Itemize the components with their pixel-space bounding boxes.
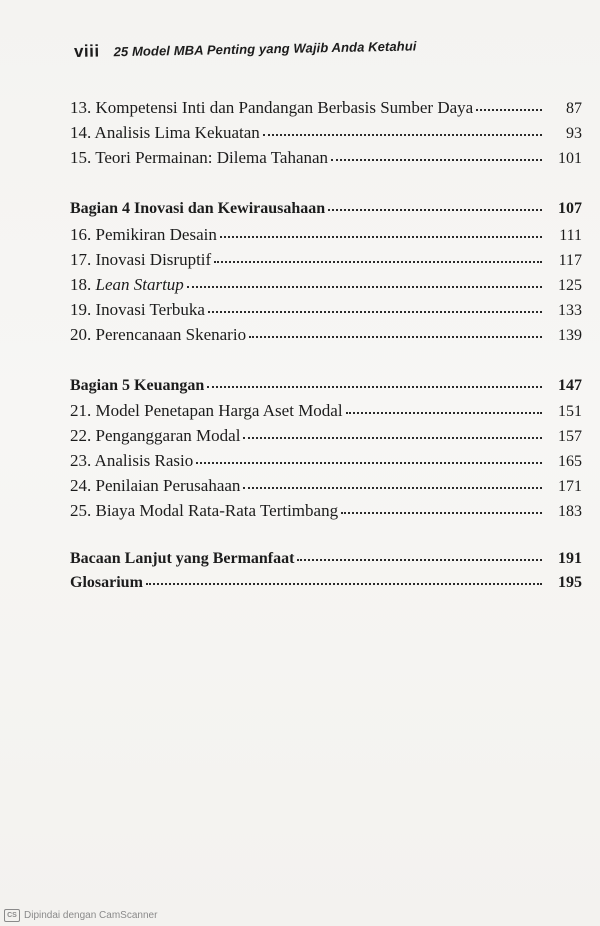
toc-entry-20 — [70, 325, 582, 345]
toc-entry-title — [70, 275, 184, 295]
scanner-watermark — [4, 909, 157, 922]
toc-entry-page: 125 — [558, 277, 582, 294]
toc-section-part-4 — [70, 200, 582, 218]
dot-leader — [476, 107, 542, 111]
toc-entry-23 — [70, 451, 582, 471]
toc-entry-17 — [70, 250, 582, 270]
toc-entry-title: 21. Model Penetapan Harga Aset Modal — [70, 401, 343, 420]
toc-back-matter-reading — [70, 550, 582, 568]
toc-entry-page: 165 — [558, 453, 582, 470]
section-heading: Bagian 4 Inovasi dan Kewirausahaan — [70, 200, 326, 217]
section-heading: Bacaan Lanjut yang Bermanfaat — [70, 550, 295, 567]
dot-leader — [346, 410, 542, 414]
toc-entry-21 — [70, 401, 582, 421]
toc-back-matter-glossary — [70, 574, 582, 592]
dot-leader — [214, 259, 542, 263]
toc-entry-page: 117 — [558, 252, 582, 269]
dot-leader — [243, 435, 542, 439]
toc-entry-13 — [70, 98, 582, 118]
toc-section-part-5 — [70, 377, 582, 395]
toc-entry-page: 133 — [558, 302, 582, 319]
toc-entry-page: 101 — [558, 150, 582, 167]
toc-entry-title: 13. Kompetensi Inti dan Pandangan Berbasis Sumber Daya — [70, 98, 474, 117]
toc-entry-italic-title: Lean Startup — [95, 275, 184, 294]
toc-entry-page: 151 — [558, 403, 582, 420]
toc-entry-18 — [70, 275, 582, 295]
section-page: 107 — [558, 200, 582, 217]
toc-entry-14 — [70, 123, 582, 143]
section-page: 195 — [558, 574, 582, 591]
dot-leader — [196, 460, 542, 464]
toc-entry-title: 19. Inovasi Terbuka — [70, 300, 205, 319]
toc-entry-title: 20. Perencanaan Skenario — [70, 325, 247, 344]
dot-leader — [328, 207, 542, 211]
toc-entry-page: 139 — [558, 327, 582, 344]
toc-entry-number: 18. — [70, 275, 96, 294]
toc-entry-title: 24. Penilaian Perusahaan — [70, 476, 241, 495]
toc-entry-24 — [70, 476, 582, 496]
dot-leader — [146, 581, 542, 585]
toc-entry-page: 111 — [559, 227, 582, 244]
toc-entry-title: 16. Pemikiran Desain — [70, 225, 217, 244]
toc-entry-15 — [70, 148, 582, 168]
dot-leader — [297, 557, 542, 561]
book-title: 25 Model MBA Penting yang Wajib Anda Ketahui — [113, 38, 417, 60]
toc-entry-title: 25. Biaya Modal Rata-Rata Tertimbang — [70, 501, 339, 520]
page-folio: viii — [73, 41, 100, 61]
toc-entry-title: 17. Inovasi Disruptif — [70, 250, 212, 269]
toc-entry-title: 23. Analisis Rasio — [70, 451, 194, 470]
toc-entry-16 — [70, 225, 582, 245]
dot-leader — [249, 334, 542, 338]
toc-entry-page: 87 — [566, 100, 582, 117]
toc-entry-page: 183 — [558, 503, 582, 520]
dot-leader — [208, 309, 542, 313]
toc-entry-title: 22. Penganggaran Modal — [70, 426, 241, 445]
scanner-text: Dipindai dengan CamScanner — [24, 910, 158, 921]
toc-entry-page: 157 — [558, 428, 582, 445]
dot-leader — [187, 284, 542, 288]
section-heading: Glosarium — [70, 574, 143, 591]
toc-entry-title: 15. Teori Permainan: Dilema Tahanan — [70, 148, 329, 167]
dot-leader — [243, 485, 542, 489]
toc-entry-19 — [70, 300, 582, 320]
section-page: 147 — [558, 377, 582, 394]
section-page: 191 — [558, 550, 582, 567]
toc-entry-page: 93 — [566, 125, 582, 142]
dot-leader — [207, 384, 542, 388]
dot-leader — [263, 132, 542, 136]
toc-entry-25 — [70, 501, 582, 521]
camscanner-logo-icon: CS — [4, 909, 20, 922]
dot-leader — [331, 157, 542, 161]
toc-entry-title: 14. Analisis Lima Kekuatan — [70, 123, 260, 142]
section-heading: Bagian 5 Keuangan — [70, 377, 205, 394]
toc-entry-page: 171 — [558, 478, 582, 495]
running-header — [74, 35, 417, 62]
dot-leader — [341, 510, 542, 514]
toc-entry-22 — [70, 426, 582, 446]
dot-leader — [220, 234, 542, 238]
